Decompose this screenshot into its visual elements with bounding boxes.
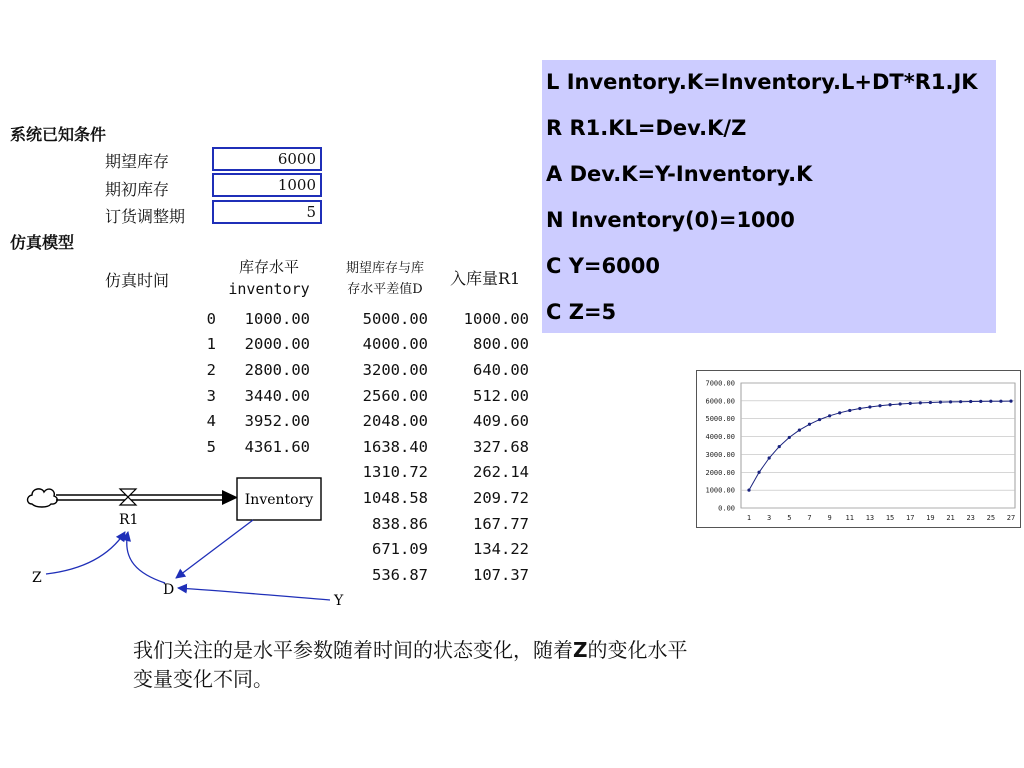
aux-label-y: Y <box>334 593 344 609</box>
data-point <box>798 429 801 432</box>
cell-time[interactable]: 4 <box>206 412 216 431</box>
cell-time[interactable]: 5 <box>206 437 216 456</box>
adjust-period-label: 订货调整期 <box>105 207 186 226</box>
cell-deviation[interactable]: 1638.40 <box>362 437 428 456</box>
data-point <box>878 404 881 407</box>
header-deviation <box>330 258 440 300</box>
caption-line-1 <box>133 636 873 665</box>
cell-inventory[interactable]: 2000.00 <box>244 335 310 354</box>
cell-r1[interactable]: 640.00 <box>473 360 529 379</box>
data-point <box>919 401 922 404</box>
aux-label-d: D <box>163 582 175 598</box>
equation-aux: A Dev.K=Y-Inventory.K <box>546 162 813 186</box>
data-point <box>949 400 952 403</box>
cell-inventory[interactable]: 3952.00 <box>244 412 310 431</box>
header-inventory-line2: inventory <box>228 280 310 298</box>
equations-panel <box>542 60 996 333</box>
cell-deviation[interactable]: 838.86 <box>372 514 428 533</box>
simulation-model-title: 仿真模型 <box>10 233 75 252</box>
link-d-to-r1 <box>127 532 165 583</box>
cell-time[interactable]: 3 <box>206 386 216 405</box>
data-point <box>858 407 861 410</box>
known-conditions-title: 系统已知条件 <box>10 125 107 144</box>
cell-deviation[interactable]: 2048.00 <box>362 412 428 431</box>
header-inventory <box>215 256 323 300</box>
data-point <box>808 423 811 426</box>
data-point <box>899 402 902 405</box>
cell-deviation[interactable]: 671.09 <box>372 540 428 559</box>
x-tick-label: 5 <box>787 514 792 522</box>
data-point <box>868 405 871 408</box>
link-y-to-d <box>178 588 330 600</box>
rate-label-r1: R1 <box>119 512 139 528</box>
data-point <box>838 411 841 414</box>
y-tick-label: 3000.00 <box>705 450 735 459</box>
x-tick-label: 1 <box>746 514 752 522</box>
cell-r1[interactable]: 409.60 <box>473 412 529 431</box>
x-tick-label: 3 <box>767 514 772 522</box>
y-tick-label: 7000.00 <box>705 379 735 388</box>
initial-inventory-label: 期初库存 <box>105 180 170 199</box>
data-point <box>888 403 891 406</box>
cell-r1[interactable]: 512.00 <box>473 386 529 405</box>
data-point <box>979 400 982 403</box>
data-point <box>929 401 932 404</box>
caption <box>133 636 873 694</box>
caption-text-a: 我们关注的是水平参数随着时间的状态变化，随着 <box>133 638 573 662</box>
cell-deviation[interactable]: 4000.00 <box>362 335 428 354</box>
cell-r1[interactable]: 107.37 <box>473 565 529 584</box>
data-point <box>999 400 1002 403</box>
x-tick-label: 27 <box>1006 514 1016 522</box>
x-tick-label: 9 <box>827 514 832 522</box>
cell-inventory[interactable]: 2800.00 <box>244 360 310 379</box>
initial-inventory-cell[interactable]: 1000 <box>212 173 322 197</box>
table-row <box>190 434 529 460</box>
cell-inventory[interactable]: 1000.00 <box>244 309 310 328</box>
header-inflow-r1: 入库量R1 <box>450 269 521 288</box>
adjust-period-cell[interactable]: 5 <box>212 200 322 224</box>
data-point <box>959 400 962 403</box>
cell-deviation[interactable]: 536.87 <box>372 565 428 584</box>
x-tick-label: 17 <box>906 514 915 522</box>
desired-inventory-label: 期望库存 <box>105 152 170 171</box>
cell-r1[interactable]: 134.22 <box>473 540 529 559</box>
table-row <box>190 357 529 383</box>
caption-text-z: Z <box>573 638 588 662</box>
cell-r1[interactable]: 209.72 <box>473 488 529 507</box>
data-point <box>939 401 942 404</box>
y-tick-label: 0.00 <box>718 504 735 513</box>
data-point <box>757 471 760 474</box>
data-point <box>768 456 771 459</box>
inventory-chart <box>696 370 1021 528</box>
table-row <box>190 306 529 332</box>
valve-icon[interactable] <box>120 489 136 505</box>
header-sim-time: 仿真时间 <box>105 271 170 290</box>
x-tick-label: 15 <box>885 514 895 522</box>
table-row <box>190 383 529 409</box>
x-tick-label: 11 <box>845 514 854 522</box>
data-point <box>788 436 791 439</box>
cell-inventory[interactable]: 3440.00 <box>244 386 310 405</box>
header-deviation-line2: 存水平差值D <box>347 282 423 297</box>
cell-r1[interactable]: 1000.00 <box>463 309 529 328</box>
data-point <box>989 400 992 403</box>
y-tick-label: 4000.00 <box>705 433 735 442</box>
x-tick-label: 25 <box>986 514 996 522</box>
cell-deviation[interactable]: 2560.00 <box>362 386 428 405</box>
desired-inventory-cell[interactable]: 6000 <box>212 147 322 171</box>
equation-const-y: C Y=6000 <box>546 254 660 278</box>
stock-flow-diagram <box>20 470 360 615</box>
x-tick-label: 7 <box>807 514 812 522</box>
cell-r1[interactable]: 327.68 <box>473 437 529 456</box>
x-tick-label: 23 <box>966 514 975 522</box>
y-tick-label: 5000.00 <box>705 415 735 424</box>
table-row <box>190 408 529 434</box>
data-point <box>969 400 972 403</box>
cell-time[interactable]: 0 <box>206 309 216 328</box>
flow-pipe <box>56 490 238 505</box>
cell-time[interactable]: 1 <box>206 335 216 354</box>
x-tick-label: 13 <box>865 514 875 522</box>
header-inventory-line1: 库存水平 <box>238 258 299 276</box>
cell-r1[interactable]: 800.00 <box>473 335 529 354</box>
data-point <box>828 414 831 417</box>
data-point <box>909 402 912 405</box>
cell-r1[interactable]: 167.77 <box>473 514 529 533</box>
cell-deviation[interactable]: 3200.00 <box>362 360 428 379</box>
chart-svg <box>697 371 1020 527</box>
data-point <box>848 409 851 412</box>
y-tick-label: 1000.00 <box>705 486 735 495</box>
stock-label: Inventory <box>244 492 314 508</box>
link-inventory-to-d <box>176 520 253 578</box>
cell-inventory[interactable]: 4361.60 <box>244 437 310 456</box>
cell-deviation[interactable]: 1310.72 <box>362 463 428 482</box>
cell-deviation[interactable]: 5000.00 <box>362 309 428 328</box>
cell-r1[interactable]: 262.14 <box>473 463 529 482</box>
cloud-icon <box>28 489 58 507</box>
equation-rate: R R1.KL=Dev.K/Z <box>546 116 747 140</box>
data-point <box>1009 400 1012 403</box>
x-tick-label: 21 <box>946 514 955 522</box>
data-point <box>747 489 750 492</box>
x-tick-label: 19 <box>926 514 935 522</box>
aux-label-z: Z <box>32 570 42 586</box>
y-tick-label: 6000.00 <box>705 397 735 406</box>
caption-text-c: 的变化水平 <box>587 638 688 662</box>
header-deviation-line1: 期望库存与库 <box>345 261 424 276</box>
equation-level: L Inventory.K=Inventory.L+DT*R1.JK <box>546 70 978 94</box>
equation-initial: N Inventory(0)=1000 <box>546 208 795 232</box>
y-tick-label: 2000.00 <box>705 468 735 477</box>
table-row <box>190 332 529 358</box>
data-point <box>818 418 821 421</box>
cell-time[interactable]: 2 <box>206 360 216 379</box>
data-point <box>778 445 781 448</box>
link-z-to-r1 <box>46 532 125 574</box>
equation-const-z: C Z=5 <box>546 300 617 324</box>
cell-deviation[interactable]: 1048.58 <box>362 488 428 507</box>
caption-line-2: 变量变化不同。 <box>133 667 273 691</box>
